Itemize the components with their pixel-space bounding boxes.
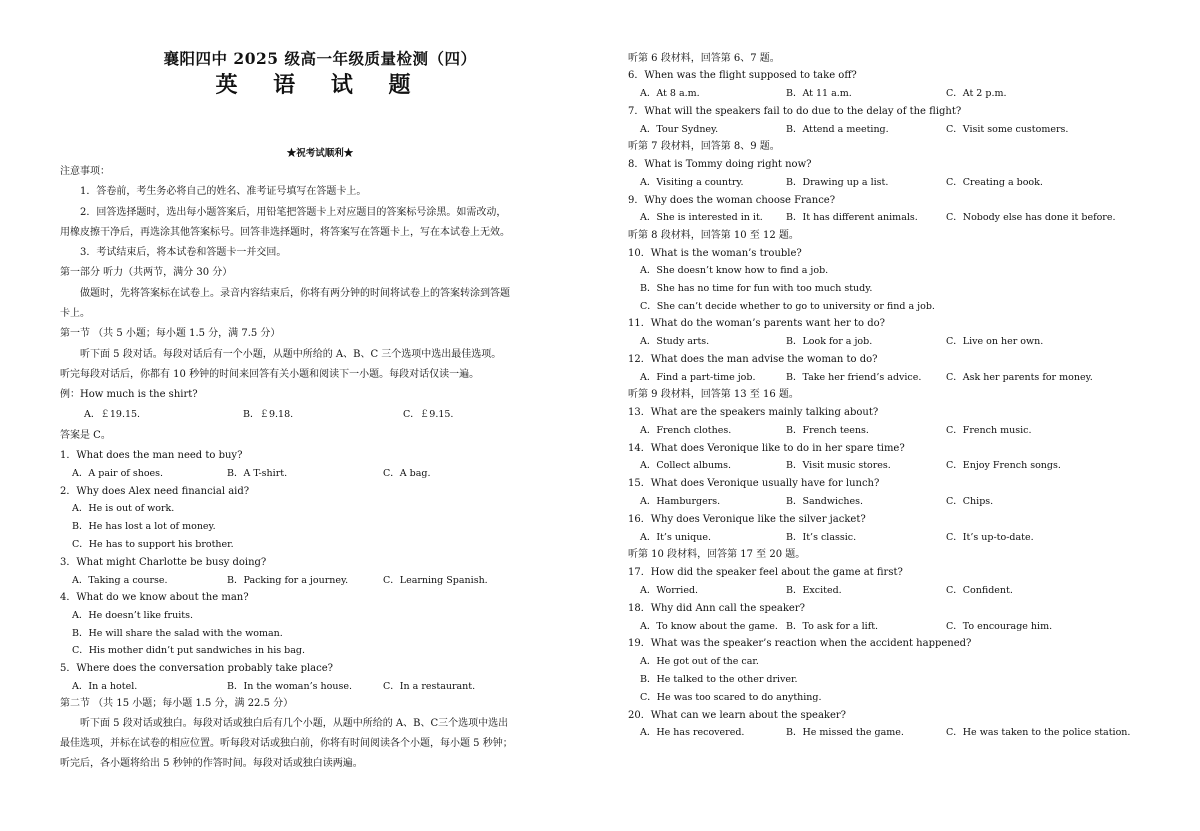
option: C．His mother didn’t put sandwiches in his bag.: [72, 645, 305, 656]
option: B．French teens.: [786, 425, 869, 436]
option: A．He got out of the car.: [640, 656, 759, 667]
section2-intro: 最佳选项，并标在试卷的相应位置。听每段对话或独白前，你将有时间阅读各个小题，每小题 5 秒钟；: [60, 738, 513, 749]
example-option: A．￡19.15.: [84, 409, 141, 420]
option: A．In a hotel.: [72, 681, 138, 692]
option: C．Chips.: [946, 496, 994, 507]
option: C．To encourage him.: [946, 621, 1053, 632]
question: 17．How did the speaker feel about the game at first?: [628, 567, 903, 578]
option: C．Enjoy French songs.: [946, 460, 1061, 471]
option: B．Packing for a journey.: [227, 575, 349, 586]
subject-title: 英 语 试 题: [215, 72, 425, 98]
material-heading: 听第 6 段材料，回答第 6、7 题。: [628, 53, 780, 64]
option: C．He was taken to the police station.: [946, 727, 1131, 738]
section2-intro: 听下面 5 段对话或独白。每段对话或独白后有几个小题，从题中所给的 A、B、C三个选项中选出: [80, 718, 509, 729]
option: A．Hamburgers.: [640, 496, 721, 507]
material-heading: 听第 10 段材料，回答第 17 至 20 题。: [628, 549, 806, 560]
part1-heading: 第一部分 听力（共两节，满分 30 分）: [60, 267, 233, 278]
question: 7．What will the speakers fail to do due to the delay of the flight?: [628, 106, 962, 117]
option: B．Sandwiches.: [786, 496, 863, 507]
question: 2．Why does Alex need financial aid?: [60, 486, 250, 497]
option: C．He has to support his brother.: [72, 539, 234, 550]
option: A．At 8 a.m.: [640, 88, 700, 99]
question: 15．What does Veronique usually have for lunch?: [628, 478, 880, 489]
option: B．She has no time for fun with too much study.: [640, 283, 873, 294]
option: B．He has lost a lot of money.: [72, 521, 216, 532]
question: 3．What might Charlotte be busy doing?: [60, 557, 267, 568]
option: B．It has different animals.: [786, 212, 918, 223]
option: A．Tour Sydney.: [640, 124, 719, 135]
option: A．It’s unique.: [640, 532, 711, 543]
section1-intro: 听下面 5 段对话。每段对话后有一个小题，从题中所给的 A、B、C 三个选项中选出最佳选项。: [80, 349, 502, 360]
option: A．A pair of shoes.: [72, 468, 164, 479]
option: A．French clothes.: [640, 425, 732, 436]
option: A．Worried.: [640, 585, 699, 596]
option: A．He has recovered.: [640, 727, 745, 738]
section2-intro: 听完后，各小题将给出 5 秒钟的作答时间。每段对话或独白读两遍。: [60, 758, 363, 769]
option: A．To know about the game.: [640, 621, 778, 632]
question: 9．Why does the woman choose France?: [628, 195, 836, 206]
option: B．Visit music stores.: [786, 460, 891, 471]
option: B．Excited.: [786, 585, 842, 596]
question: 10．What is the woman’s trouble?: [628, 248, 802, 259]
option: B．In the woman’s house.: [227, 681, 352, 692]
option: C．It’s up-to-date.: [946, 532, 1034, 543]
note-item: 1．答卷前，考生务必将自己的姓名、准考证号填写在答题卡上。: [80, 186, 367, 197]
option: C．Visit some customers.: [946, 124, 1069, 135]
section1-intro: 听完每段对话后，你都有 10 秒钟的时间来回答有关小题和阅读下一小题。每段对话仅读一遍。: [60, 369, 480, 380]
option: B．It’s classic.: [786, 532, 857, 543]
option: B．At 11 a.m.: [786, 88, 852, 99]
exam-title: 襄阳四中 2025 级高一年级质量检测（四）: [163, 49, 477, 68]
option: A．Find a part-time job.: [640, 372, 756, 383]
option: B．He talked to the other driver.: [640, 674, 798, 685]
material-heading: 听第 8 段材料，回答第 10 至 12 题。: [628, 230, 799, 241]
example-option: C．￡9.15.: [403, 409, 454, 420]
question: 16．Why does Veronique like the silver jacket?: [628, 514, 866, 525]
part1-intro: 做题时，先将答案标在试卷上。录音内容结束后，你将有两分钟的时间将试卷上的答案转涂到答题: [80, 288, 510, 299]
option: B．Attend a meeting.: [786, 124, 889, 135]
question: 8．What is Tommy doing right now?: [628, 159, 812, 170]
question: 13．What are the speakers mainly talking about?: [628, 407, 879, 418]
option: A．Collect albums.: [640, 460, 732, 471]
option: B．To ask for a lift.: [786, 621, 879, 632]
option: C．Learning Spanish.: [383, 575, 488, 586]
example-question: 例：How much is the shirt?: [60, 389, 198, 400]
question: 18．Why did Ann call the speaker?: [628, 603, 805, 614]
option: A．She doesn’t know how to find a job.: [640, 265, 829, 276]
question: 4．What do we know about the man?: [60, 592, 249, 603]
question: 19．What was the speaker’s reaction when the accident happened?: [628, 638, 972, 649]
option: B．He will share the salad with the woman.: [72, 628, 283, 639]
notes-heading: 注意事项：: [60, 166, 110, 177]
material-heading: 听第 7 段材料，回答第 8、9 题。: [628, 141, 780, 152]
material-heading: 听第 9 段材料，回答第 13 至 16 题。: [628, 389, 799, 400]
option: A．Study arts.: [640, 336, 710, 347]
option: C．In a restaurant.: [383, 681, 476, 692]
option: C．He was too scared to do anything.: [640, 692, 822, 703]
part1-intro: 卡上。: [60, 308, 90, 319]
note-item: 3．考试结束后，将本试卷和答题卡一并交回。: [80, 247, 287, 258]
option: A．She is interested in it.: [640, 212, 763, 223]
option: C．Creating a book.: [946, 177, 1043, 188]
option: B．Drawing up a list.: [786, 177, 889, 188]
option: C．At 2 p.m.: [946, 88, 1007, 99]
option: A．Taking a course.: [72, 575, 168, 586]
question: 1．What does the man need to buy?: [60, 450, 243, 461]
section1-heading: 第一节 （共 5 小题；每小题 1.5 分，满 7.5 分）: [60, 328, 281, 339]
section2-heading: 第二节 （共 15 小题；每小题 1.5 分，满 22.5 分）: [60, 698, 294, 709]
option: B．A T-shirt.: [227, 468, 288, 479]
question: 12．What does the man advise the woman to do?: [628, 354, 878, 365]
option: A．He is out of work.: [72, 503, 175, 514]
option: A．He doesn’t like fruits.: [72, 610, 193, 621]
note-item: 用橡皮擦干净后，再选涂其他答案标号。回答非选择题时，将答案写在答题卡上，写在本试卷上无效。: [60, 227, 510, 238]
option: C．Nobody else has done it before.: [946, 212, 1116, 223]
question: 6．When was the flight supposed to take off?: [628, 70, 857, 81]
option: C．She can’t decide whether to go to university or find a job.: [640, 301, 935, 312]
option: B．He missed the game.: [786, 727, 904, 738]
option: C．Confident.: [946, 585, 1013, 596]
example-answer: 答案是 C。: [60, 430, 111, 441]
option: C．A bag.: [383, 468, 431, 479]
option: C．Ask her parents for money.: [946, 372, 1093, 383]
question: 5．Where does the conversation probably take place?: [60, 663, 334, 674]
question: 11．What do the woman’s parents want her to do?: [628, 318, 886, 329]
option: A．Visiting a country.: [640, 177, 744, 188]
option: B．Take her friend’s advice.: [786, 372, 922, 383]
note-item: 2．回答选择题时，选出每小题答案后，用铅笔把答题卡上对应题目的答案标号涂黑。如需改动，: [80, 207, 507, 218]
option: C．French music.: [946, 425, 1032, 436]
example-option: B．￡9.18.: [243, 409, 294, 420]
option: B．Look for a job.: [786, 336, 873, 347]
question: 20．What can we learn about the speaker?: [628, 710, 847, 721]
option: C．Live on her own.: [946, 336, 1044, 347]
question: 14．What does Veronique like to do in her spare time?: [628, 443, 905, 454]
blessing-text: ★祝考试顺利★: [286, 148, 354, 159]
